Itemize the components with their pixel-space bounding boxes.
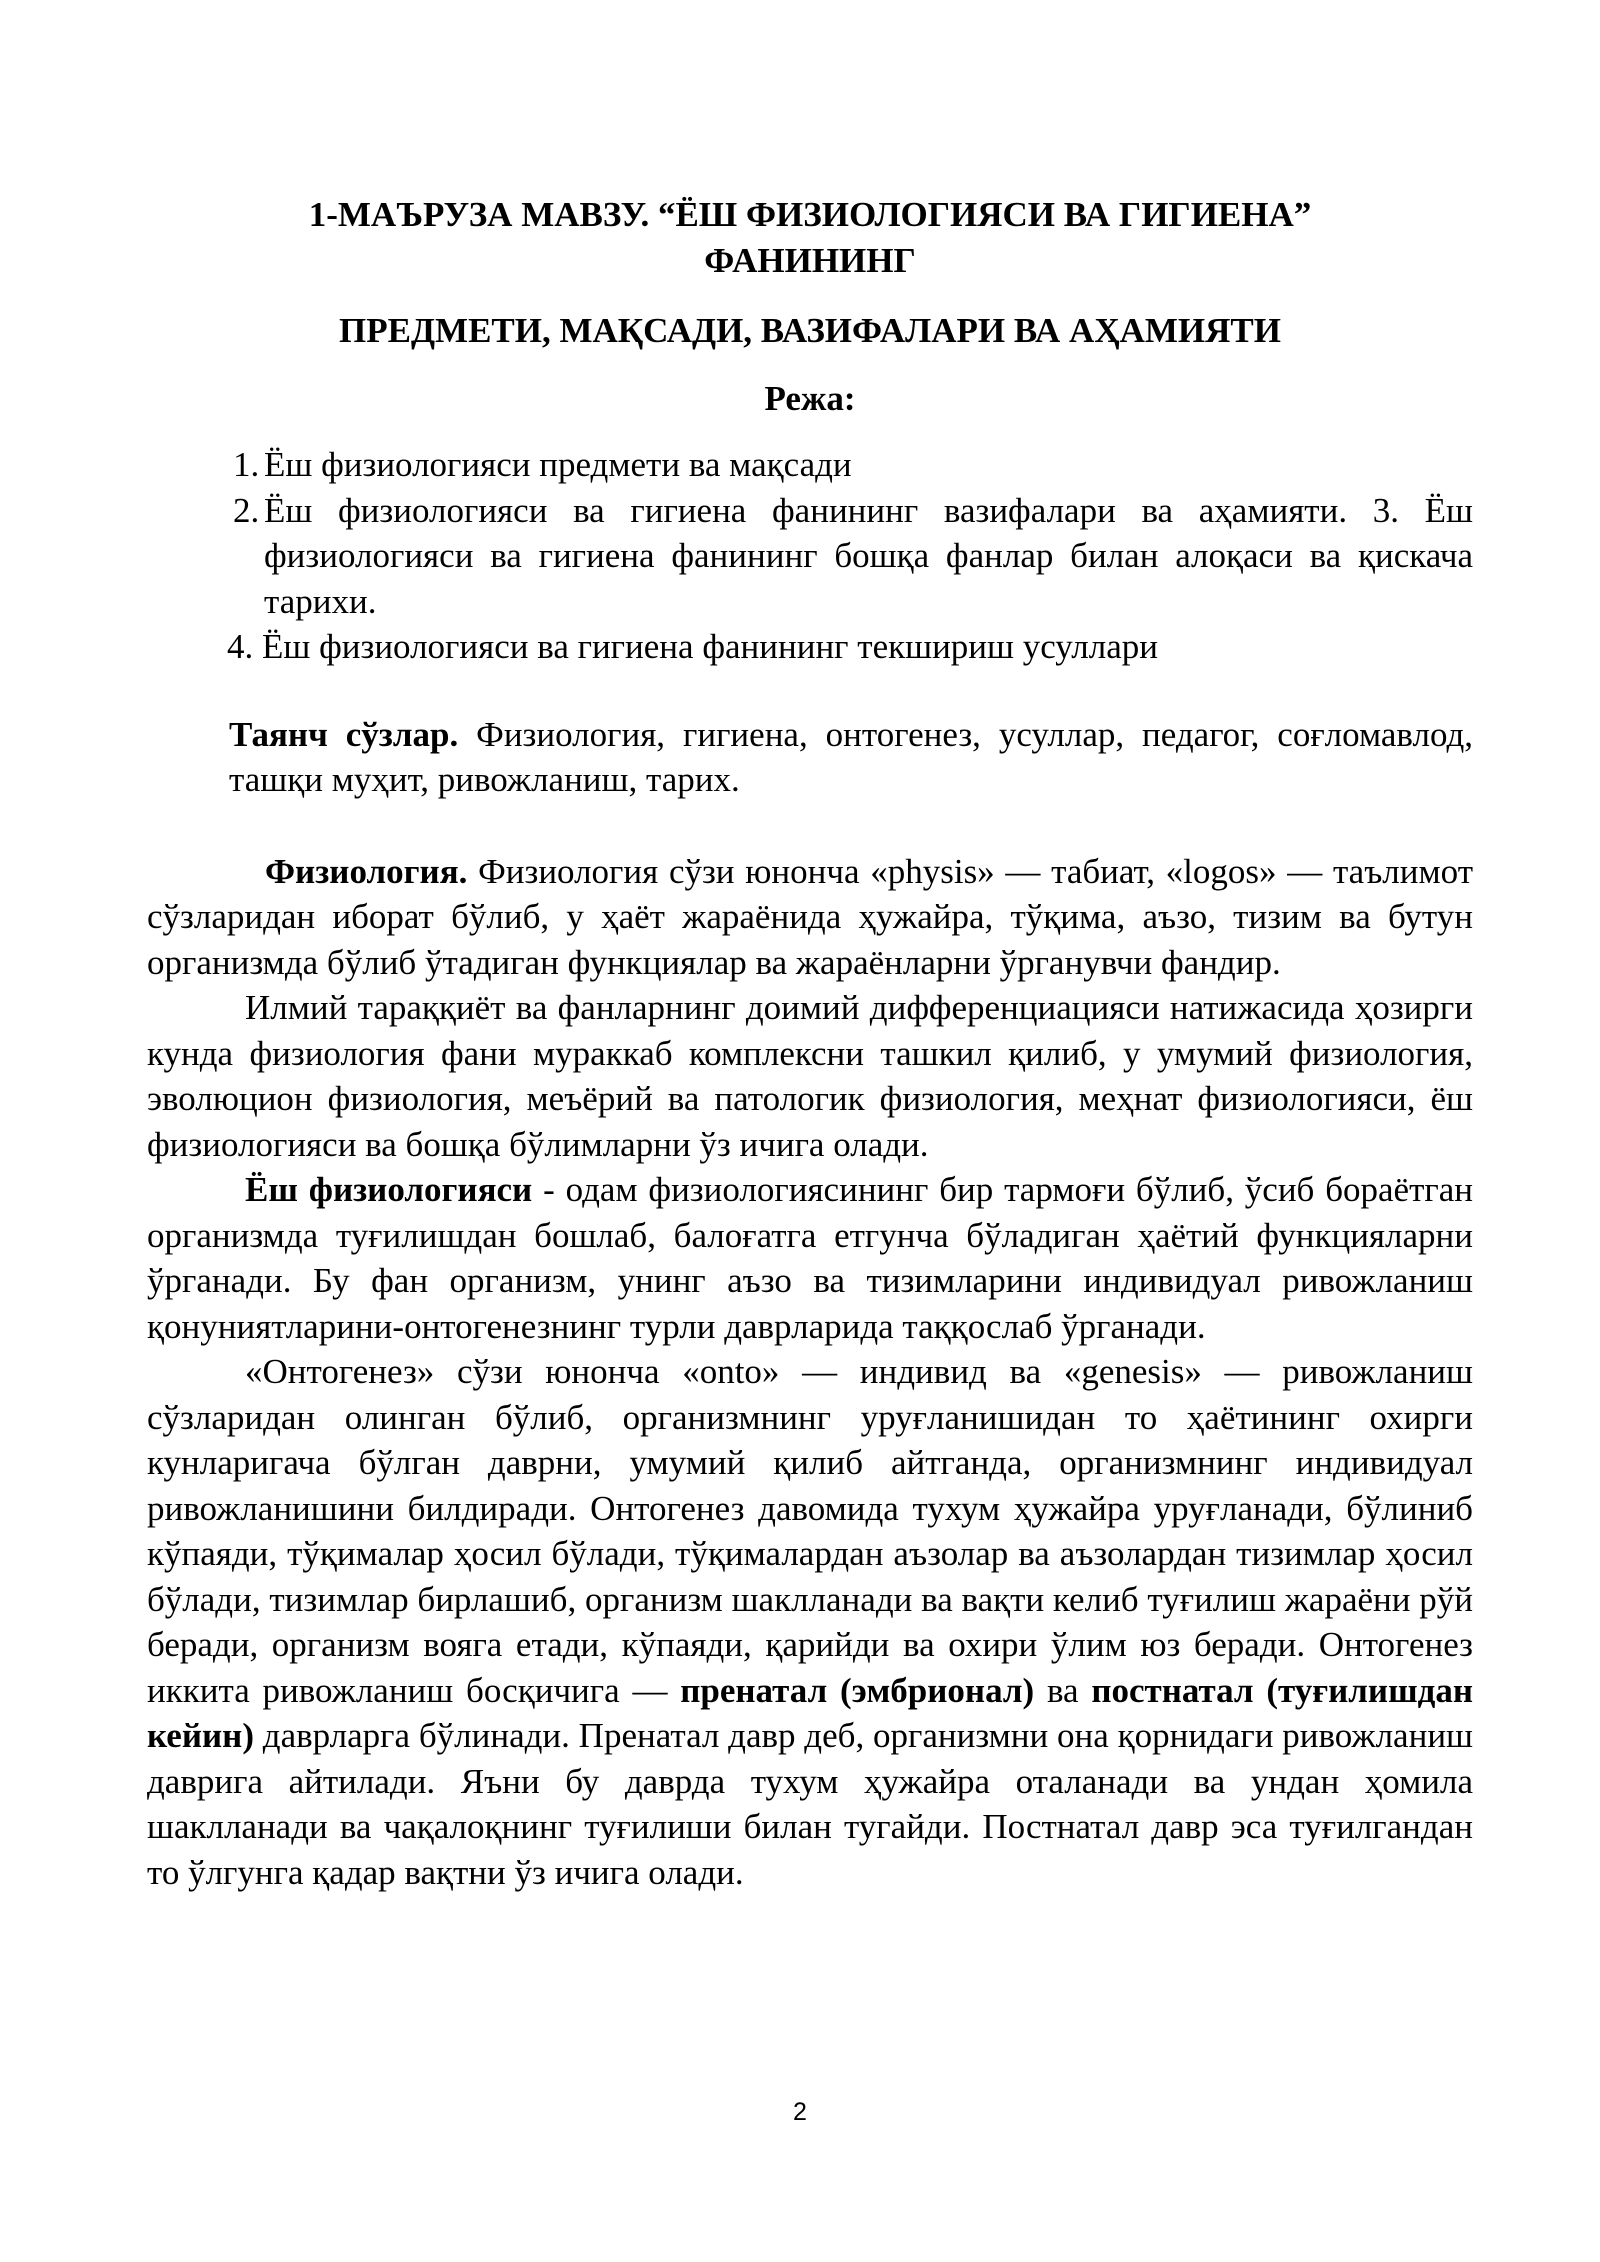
term-age-physiology: Ёш физиологияси: [245, 1170, 533, 1209]
plan-item-text: 4. Ёш физиологияси ва гигиена фанининг текшириш усуллари: [227, 627, 1158, 666]
term-postnatal: постнатал (туғилишдан кейин): [147, 1670, 1473, 1755]
plan-item: [233, 488, 1473, 625]
paragraph-text: даврларга бўлинади. Пренатал давр деб, организмни она қорнидаги ривожланиш даврига айтилади. Яъни бу даврда тухум ҳужайра оталанади ва ундан ҳомила шаклланади ва чақалоқнинг туғилиши билан тугайди. Постнатал давр эса туғилгандан то ўлгунга қадар вақтни ўз ичига олади.: [147, 1716, 1473, 1892]
plan-list: [147, 442, 1473, 670]
page-content: [147, 192, 1473, 1895]
paragraph-text: - одам физиологиясининг бир тармоғи бўлиб, ўсиб бораётган организмда туғилишдан бошлаб, балоғатга етгунча бўладиган ҳаётий функцияларни ўрганади. Бу фан организм, унинг аъзо ва тизимларини индивидуал ривожланиш қонуниятларини-онтогенезнинг турли даврларида таққослаб ўрганади.: [147, 1170, 1474, 1346]
keywords-paragraph: [229, 712, 1473, 803]
paragraph-text: Илмий тараққиёт ва фанларнинг доимий дифференциацияси натижасида ҳозирги кунда физиология фани мураккаб комплексни ташкил қилиб, у умумий физиология, эволюцион физиология, меъёрий ва патологик физиология, меҳнат физиологияси, ёш физиологияси ва бошқа бўлимларни ўз ичига олади.: [147, 988, 1473, 1164]
page-number: 2: [793, 2098, 807, 2126]
plan-item: [233, 442, 1473, 488]
keywords-text: Физиология, гигиена, онтогенез, усуллар, педагог, соғломавлод, ташқи муҳит, ривожланиш, тарих.: [229, 714, 1473, 799]
plan-item-number: 1.: [233, 445, 260, 484]
plan-item: [227, 624, 1473, 670]
keywords-label: Таянч сўзлар.: [229, 714, 459, 754]
paragraph-text: Физиология сўзи юнонча «physis» — табиат, «logos» — таълимот сўзларидан иборат бўлиб, у ҳаёт жараёнида ҳужайра, тўқима, аъзо, тизим ва бутун организмда бўлиб ўтадиган функциялар ва жараёнларни ўрганувчи фандир.: [147, 851, 1473, 982]
paragraph-scientific-progress: [147, 985, 1473, 1167]
paragraph-text: «Онтогенез» сўзи юнонча «onto» — индивид ва «genesis» — ривожланиш сўзларидан олинган бўлиб, организмнинг уруғланишидан то ҳаётининг охирги кунларигача бўлган даврни, умумий қилиб айтганда, организмнинг индивидуал ривожланишини билдиради. Онтогенез давомида тухум ҳужайра уруғланади, бўлиниб кўпаяди, тўқималар ҳосил бўлади, тўқималардан аъзолар ва аъзолардан тизимлар ҳосил бўлади, тизимлар бирлашиб, организм шаклланади ва вақти келиб туғилиш жараёни рўй беради, организм вояга етади, кўпаяди, қарийди ва охири ўлим юз беради. Онтогенез иккита ривожланиш босқичига —: [147, 1352, 1473, 1710]
paragraph-age-physiology: [147, 1167, 1473, 1349]
paragraph-ontogenesis: [147, 1349, 1473, 1895]
plan-item-text: Ёш физиологияси ва гигиена фанининг вазифалари ва аҳамияти. 3. Ёш физиологияси ва гигиена фанининг бошқа фанлар билан алоқаси ва қискача тарихи.: [264, 490, 1473, 621]
paragraph-physiology: [147, 849, 1473, 986]
plan-heading: Режа:: [764, 379, 856, 418]
term-prenatal: пренатал (эмбрионал): [680, 1670, 1035, 1710]
plan-item-number: 2.: [233, 490, 260, 530]
term-physiology: Физиология.: [265, 851, 468, 891]
paragraph-text: ва: [1034, 1670, 1092, 1710]
plan-item-text: Ёш физиологияси предмети ва мақсади: [264, 445, 852, 484]
page-title: 1-МАЪРУЗА МАВЗУ. “ЁШ ФИЗИОЛОГИЯСИ ВА ГИГИЕНА” ФАНИНИНГ: [308, 195, 1312, 280]
page-subtitle: ПРЕДМЕТИ, МАҚСАДИ, ВАЗИФАЛАРИ ВА АҲАМИЯТИ: [339, 311, 1281, 350]
